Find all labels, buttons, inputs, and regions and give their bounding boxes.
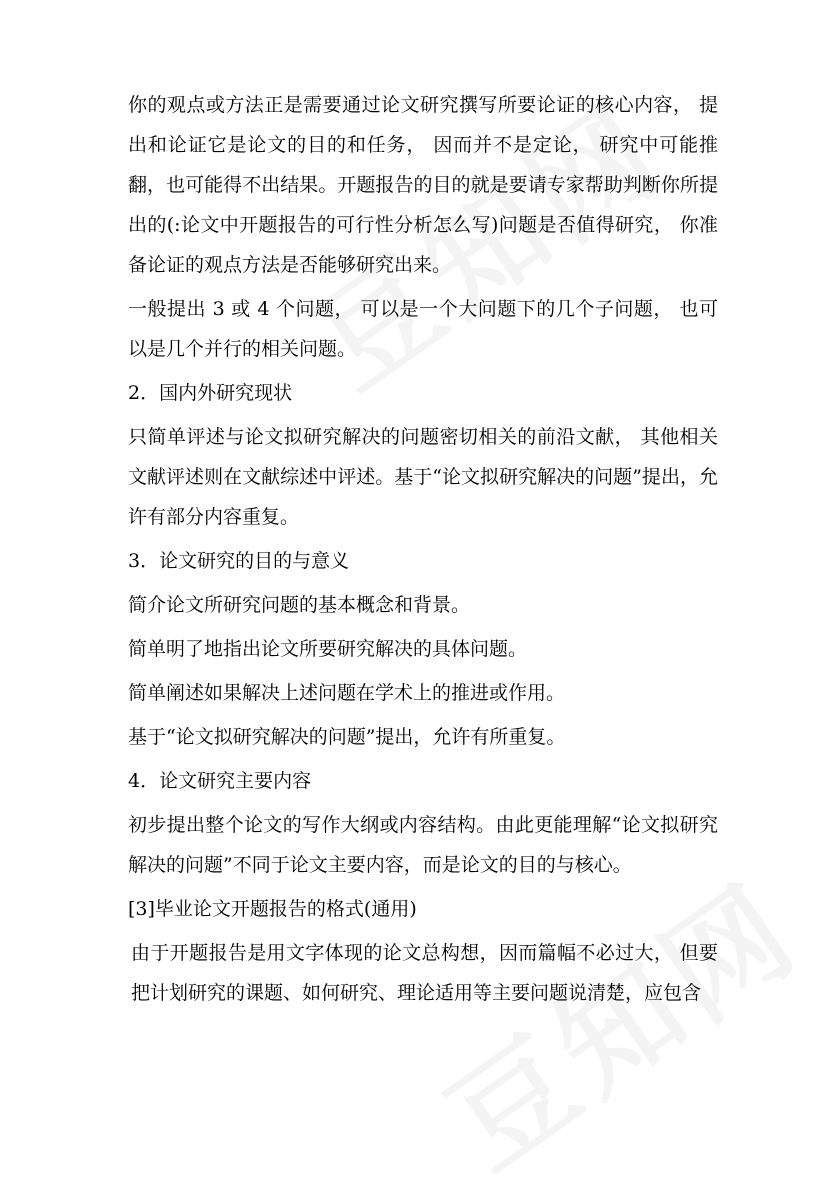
section-heading-format: [3]毕业论文开题报告的格式(通用) — [128, 898, 417, 920]
paragraph-format-intro: 由于开题报告是用文字体现的论文总构想，因而篇幅不必过大， 但要把计划研究的课题、如何研究、理论适用等主要问题说清楚，应包含 — [131, 942, 718, 1004]
section-heading-4: 4．论文研究主要内容 — [128, 770, 312, 792]
section-heading-3: 3．论文研究的目的与意义 — [128, 550, 350, 572]
paragraph-repeat-allowed: 基于“论文拟研究解决的问题”提出，允许有所重复。 — [128, 726, 566, 748]
paragraph-specific-problem: 简单明了地指出论文所要研究解决的具体问题。 — [128, 638, 528, 660]
paragraph-background: 简介论文所研究问题的基本概念和背景。 — [128, 594, 471, 616]
document-body — [128, 85, 718, 1013]
paragraph-academic-effect: 简单阐述如果解决上述问题在学术上的推进或作用。 — [128, 682, 566, 704]
paragraph-literature-review: 只简单评述与论文拟研究解决的问题密切相关的前沿文献， 其他相关文献评述则在文献综述中评述。基于“论文拟研究解决的问题”提出，允许有部分内容重复。 — [128, 426, 718, 528]
paragraph-core-content: 你的观点或方法正是需要通过论文研究撰写所要论证的核心内容， 提出和论证它是论文的目的和任务， 因而并不是定论， 研究中可能推翻，也可能得不出结果。开题报告的目的就是要请专家帮助判断你所提出的(:论文中开题报告的可行性分析怎么写)问题是否值得研究， 你准备论证的观点方法是否能够研究出来。 — [128, 94, 718, 276]
paragraph-outline: 初步提出整个论文的写作大纲或内容结构。由此更能理解“论文拟研究解决的问题”不同于论文主要内容，而是论文的目的与核心。 — [128, 814, 718, 876]
paragraph-question-count: 一般提出 3 或 4 个问题， 可以是一个大问题下的几个子问题， 也可以是几个并行的相关问题。 — [128, 298, 718, 360]
section-heading-2: 2．国内外研究现状 — [128, 382, 293, 404]
